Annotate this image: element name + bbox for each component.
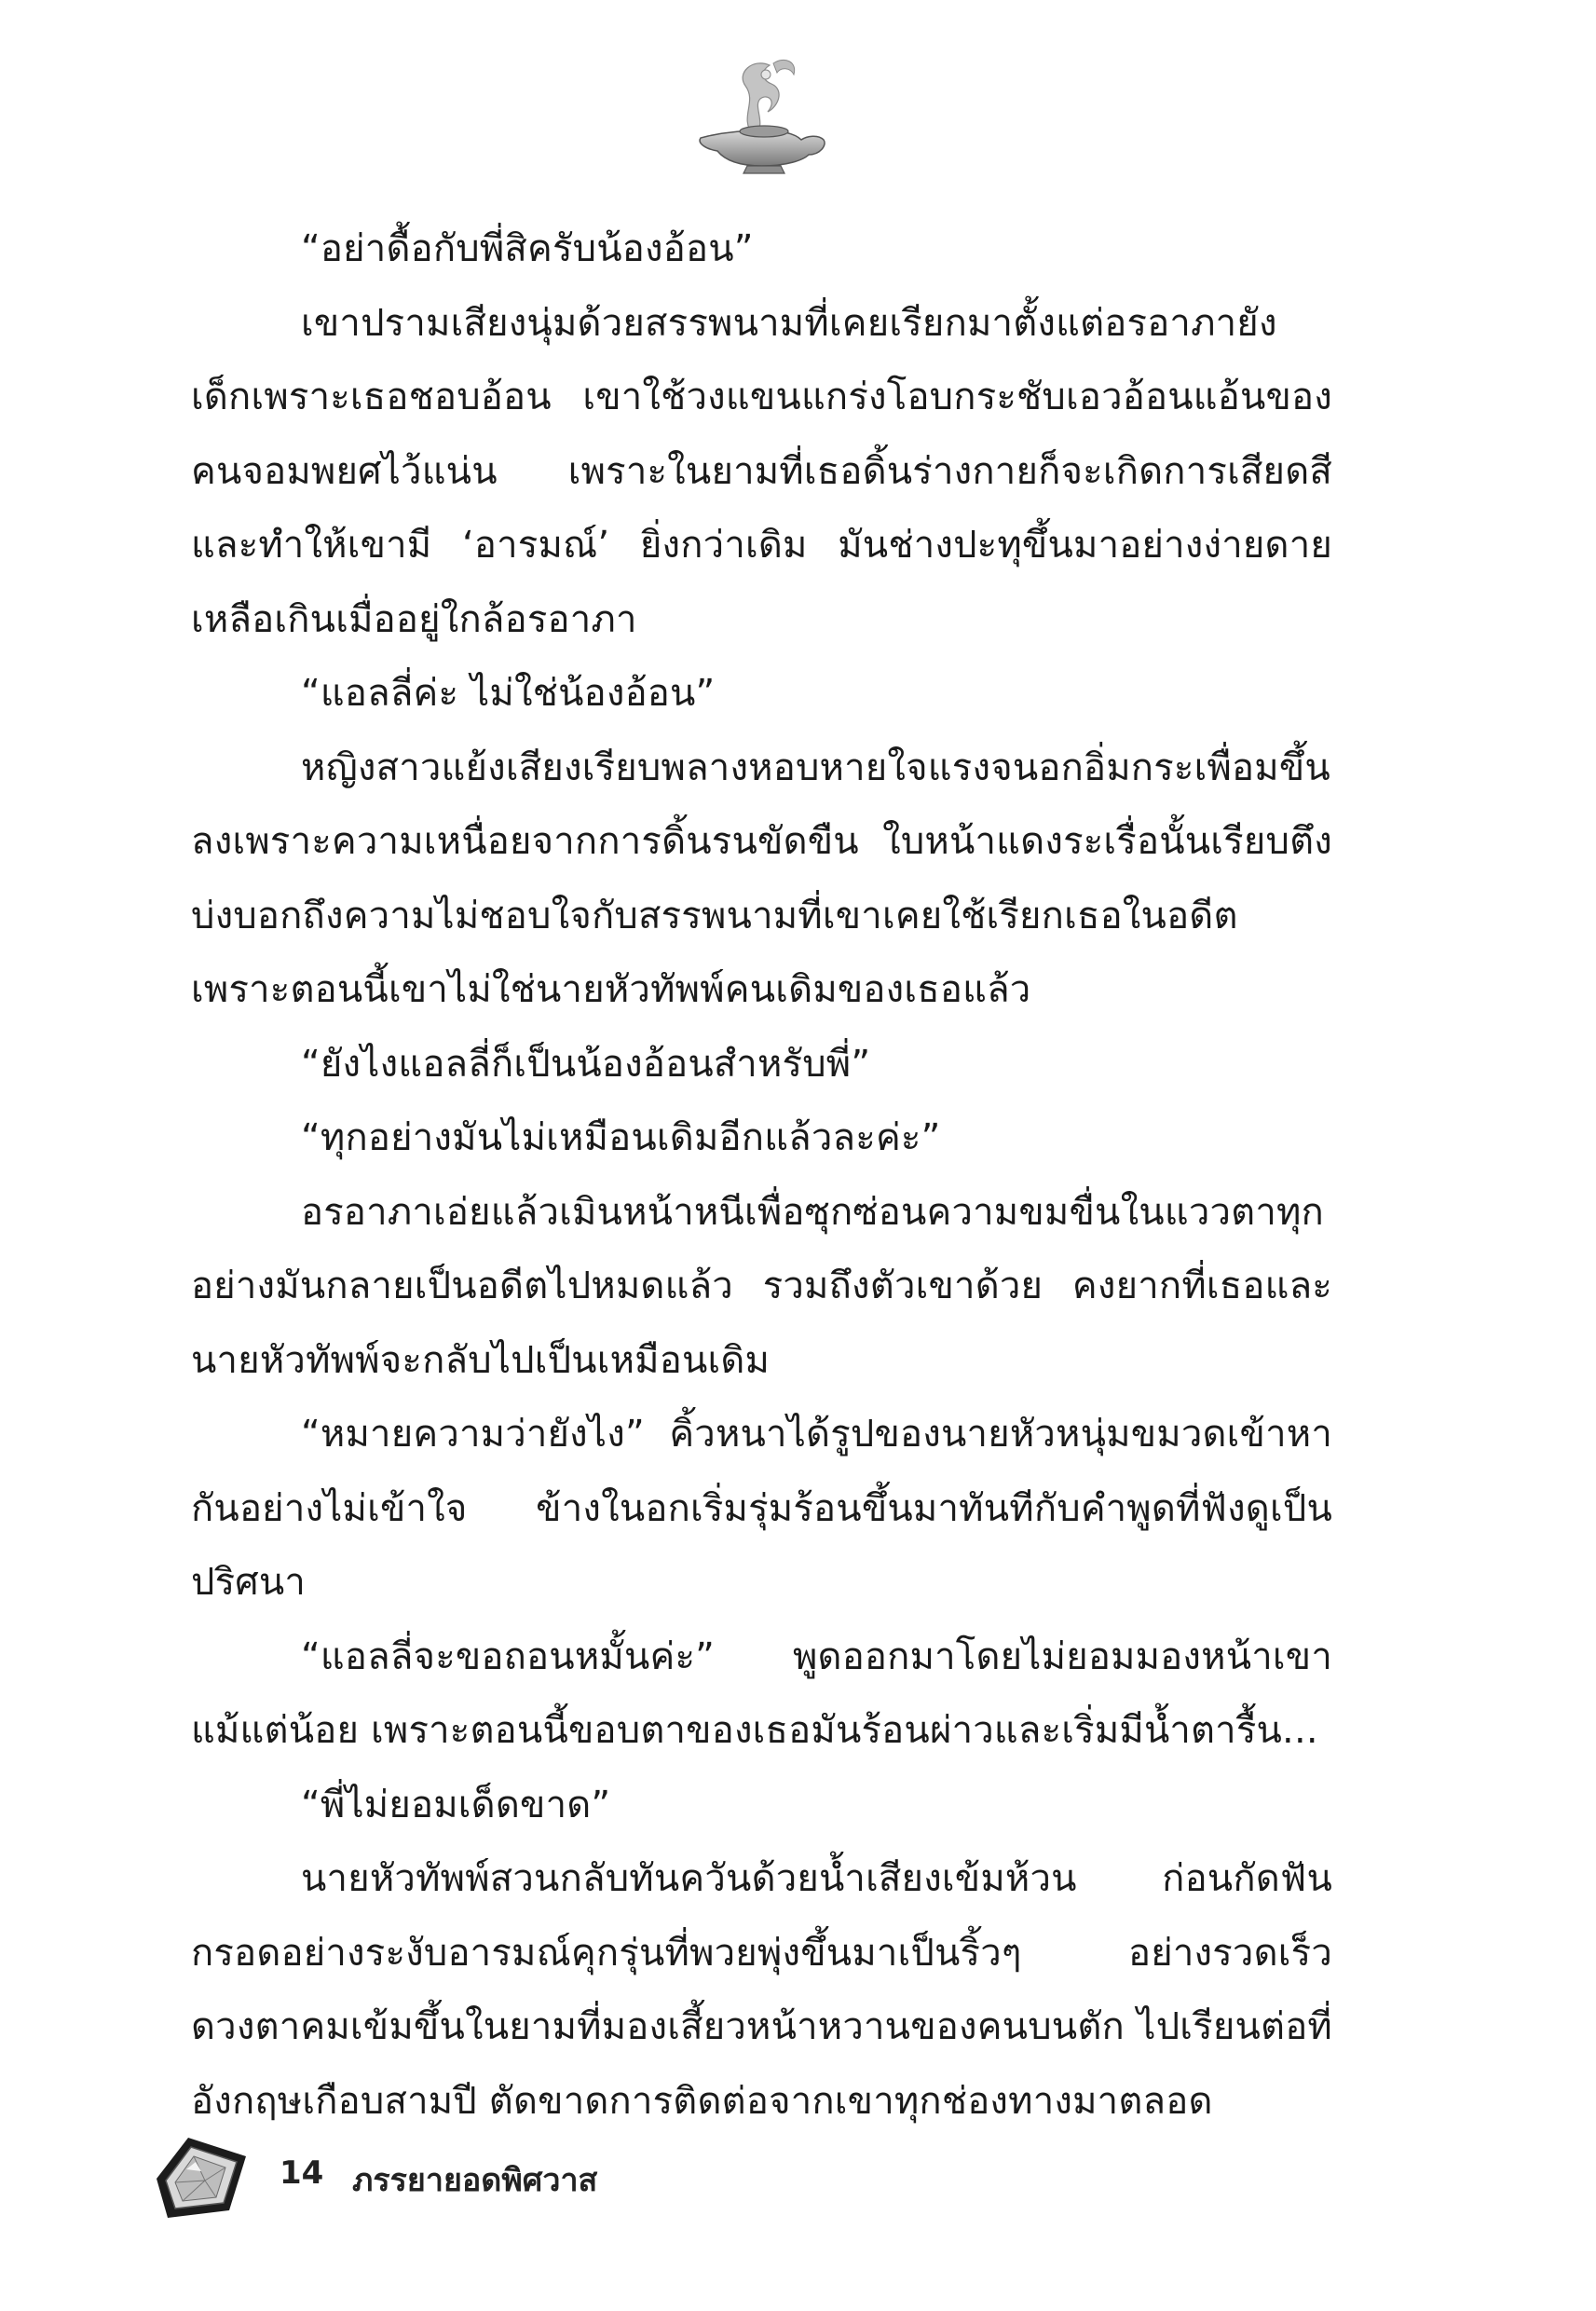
paragraph: “แอลลี่ค่ะ ไม่ใช่น้องอ้อน”: [301, 672, 716, 715]
crystal-gem-icon: [140, 2125, 259, 2227]
page-number: 14: [280, 2154, 324, 2192]
body-text: [191, 212, 1332, 2139]
paragraph: “ทุกอย่างมันไม่เหมือนเดิมอีกแล้วละค่ะ”: [301, 1116, 941, 1159]
paragraph: “หมายความว่ายังไง” คิ้วหนาได้รูปของนายหัวหนุ่มขมวดเข้าหากันอย่างไม่เข้าใจ ข้างในอกเริ่มรุ่มร้อนขึ้นมาทันทีกับคำพูดที่ฟังดูเป็นปริศนา: [191, 1413, 1332, 1604]
paragraph: “พี่ไม่ยอมเด็ดขาด”: [301, 1783, 611, 1826]
page-footer: [140, 2125, 978, 2227]
magic-lamp-icon: [688, 47, 837, 177]
paragraph: เขาปรามเสียงนุ่มด้วยสรรพนามที่เคยเรียกมาตั้งแต่อรอาภายังเด็กเพราะเธอชอบอ้อน เขาใช้วงแขนแกร่งโอบกระชับเอวอ้อนแอ้นของคนจอมพยศไว้แน่น เพราะในยามที่เธอดิ้นร่างกายก็จะเกิดการเสียดสีและทำให้เขามี ‘อารมณ์’ ยิ่งกว่าเดิม มันช่างปะทุขึ้นมาอย่างง่ายดายเหลือเกินเมื่ออยู่ใกล้อรอาภา: [191, 301, 1332, 641]
paragraph: อรอาภาเอ่ยแล้วเมินหน้าหนีเพื่อซุกซ่อนความขมขื่นในแววตาทุกอย่างมันกลายเป็นอดีตไปหมดแล้ว รวมถึงตัวเขาด้วย คงยากที่เธอและนายหัวทัพพ์จะกลับไปเป็นเหมือนเดิม: [191, 1190, 1332, 1382]
paragraph: “แอลลี่จะขอถอนหมั้นค่ะ” พูดออกมาโดยไม่ยอมมองหน้าเขาแม้แต่น้อย เพราะตอนนี้ขอบตาของเธอมันร้อนผ่าวและเริ่มมีน้ำตารื้น...: [191, 1634, 1332, 1752]
paragraph: นายหัวทัพพ์สวนกลับทันควันด้วยน้ำเสียงเข้มห้วน ก่อนกัดฟันกรอดอย่างระงับอารมณ์คุกรุ่นที่พวยพุ่งขึ้นมาเป็นริ้วๆ อย่างรวดเร็วดวงตาคมเข้มขึ้นในยามที่มองเสี้ยวหน้าหวานของคนบนตัก ไปเรียนต่อที่อังกฤษเกือบสามปี ตัดขาดการติดต่อจากเขาทุกช่องทางมาตลอด: [191, 1857, 1332, 2123]
paragraph: “อย่าดื้อกับพี่สิครับน้องอ้อน”: [301, 227, 754, 270]
paragraph: “ยังไงแอลลี่ก็เป็นน้องอ้อนสำหรับพี่”: [301, 1042, 871, 1086]
book-title: ภรรยายอดพิศวาส: [352, 2162, 598, 2199]
paragraph: หญิงสาวแย้งเสียงเรียบพลางหอบหายใจแรงจนอกอิ่มกระเพื่อมขึ้นลงเพราะความเหนื่อยจากการดิ้นรนขัดขืน ใบหน้าแดงระเรื่อนั้นเรียบตึงบ่งบอกถึงความไม่ชอบใจกับสรรพนามที่เขาเคยใช้เรียกเธอในอดีต เพราะตอนนี้เขาไม่ใช่นายหัวทัพพ์คนเดิมของเธอแล้ว: [191, 745, 1332, 1011]
